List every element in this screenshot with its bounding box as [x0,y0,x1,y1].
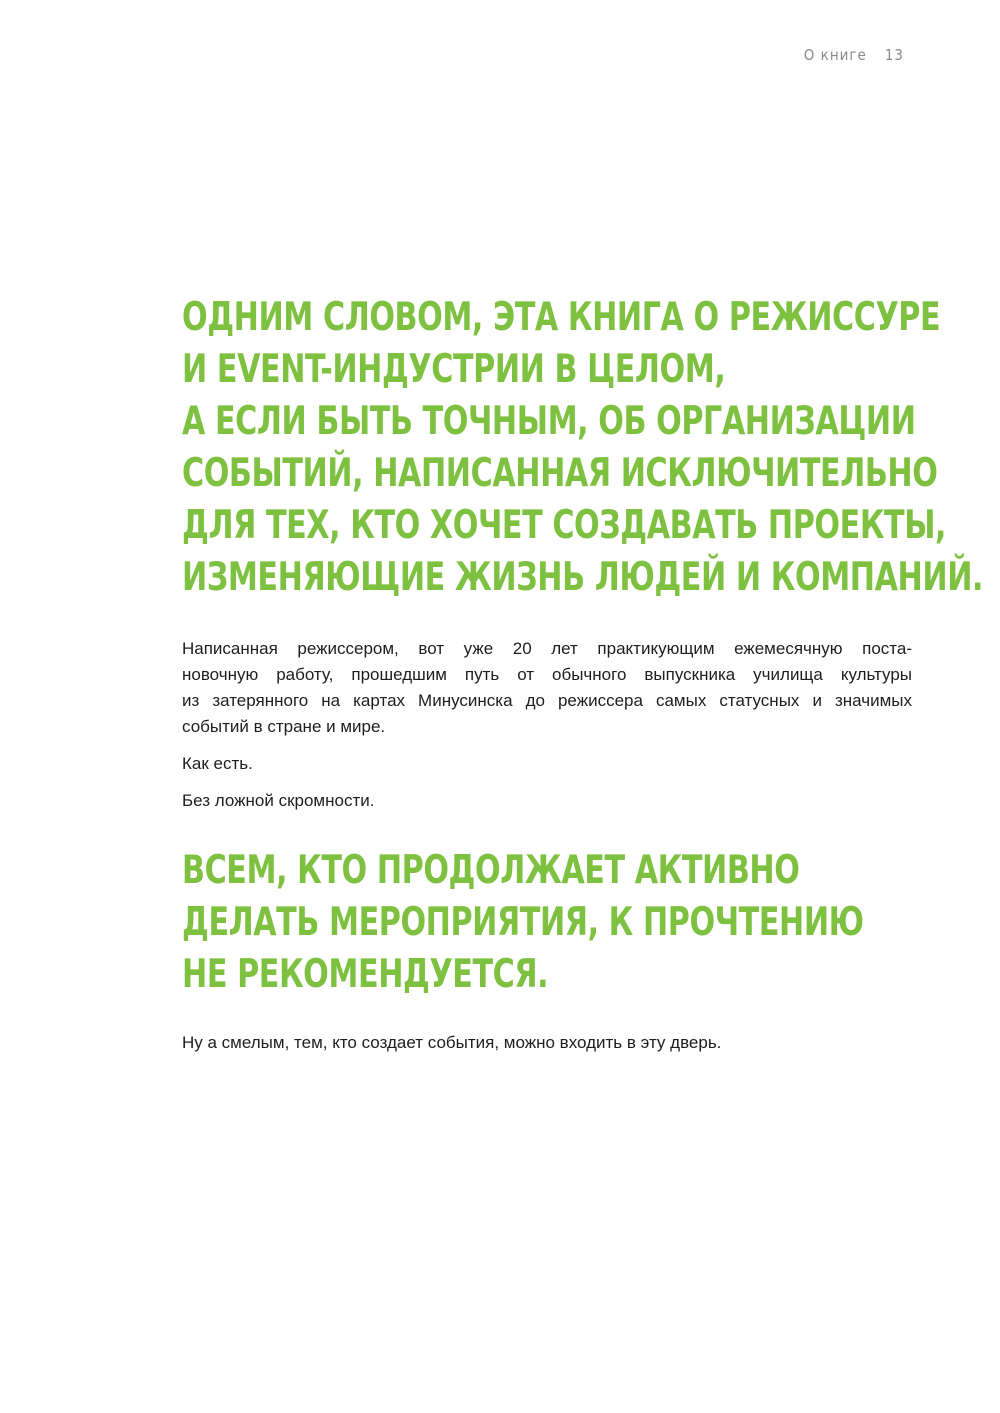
headline-line: ОДНИМ СЛОВОМ, ЭТА КНИГА О РЕЖИССУРЕ [182,295,941,340]
body-paragraph-modesty: Без ложной скромности. [182,791,375,810]
body-paragraph-as-is: Как есть. [182,754,253,773]
headline-line: СОБЫТИЙ, НАПИСАННАЯ ИСКЛЮЧИТЕЛЬНО [182,451,938,496]
body-paragraph-closing: Ну а смелым, тем, кто создает события, можно входить в эту дверь. [182,1033,722,1052]
section-title: О книге [803,46,867,64]
headline-line: А ЕСЛИ БЫТЬ ТОЧНЫМ, ОБ ОРГАНИЗАЦИИ [182,399,916,444]
paragraph-line: новочную работу, прошедшим путь от обычного выпускника училища культуры [182,665,912,684]
body-paragraph-intro [182,636,912,740]
headline-line: ИЗМЕНЯЮЩИЕ ЖИЗНЬ ЛЮДЕЙ И КОМПАНИЙ. [182,555,984,600]
headline-line: ДЕЛАТЬ МЕРОПРИЯТИЯ, К ПРОЧТЕНИЮ [182,900,864,945]
headline-line: И EVENT-ИНДУСТРИИ В ЦЕЛОМ, [182,347,726,392]
running-header [804,46,904,64]
headline-line: НЕ РЕКОМЕНДУЕТСЯ. [182,952,549,997]
page-number: 13 [884,46,904,64]
headline-line: ВСЕМ, КТО ПРОДОЛЖАЕТ АКТИВНО [182,848,800,893]
paragraph-line: Написанная режиссером, вот уже 20 лет практикующим ежемесячную поста- [182,639,912,658]
paragraph-line: событий в стране и мире. [182,717,386,736]
headline-main [182,292,984,604]
headline-line: ДЛЯ ТЕХ, КТО ХОЧЕТ СОЗДАВАТЬ ПРОЕКТЫ, [182,503,947,548]
headline-warning [182,845,910,1001]
paragraph-line: из затерянного на картах Минусинска до режиссера самых статусных и значимых [182,691,912,710]
page-content [182,292,984,1056]
